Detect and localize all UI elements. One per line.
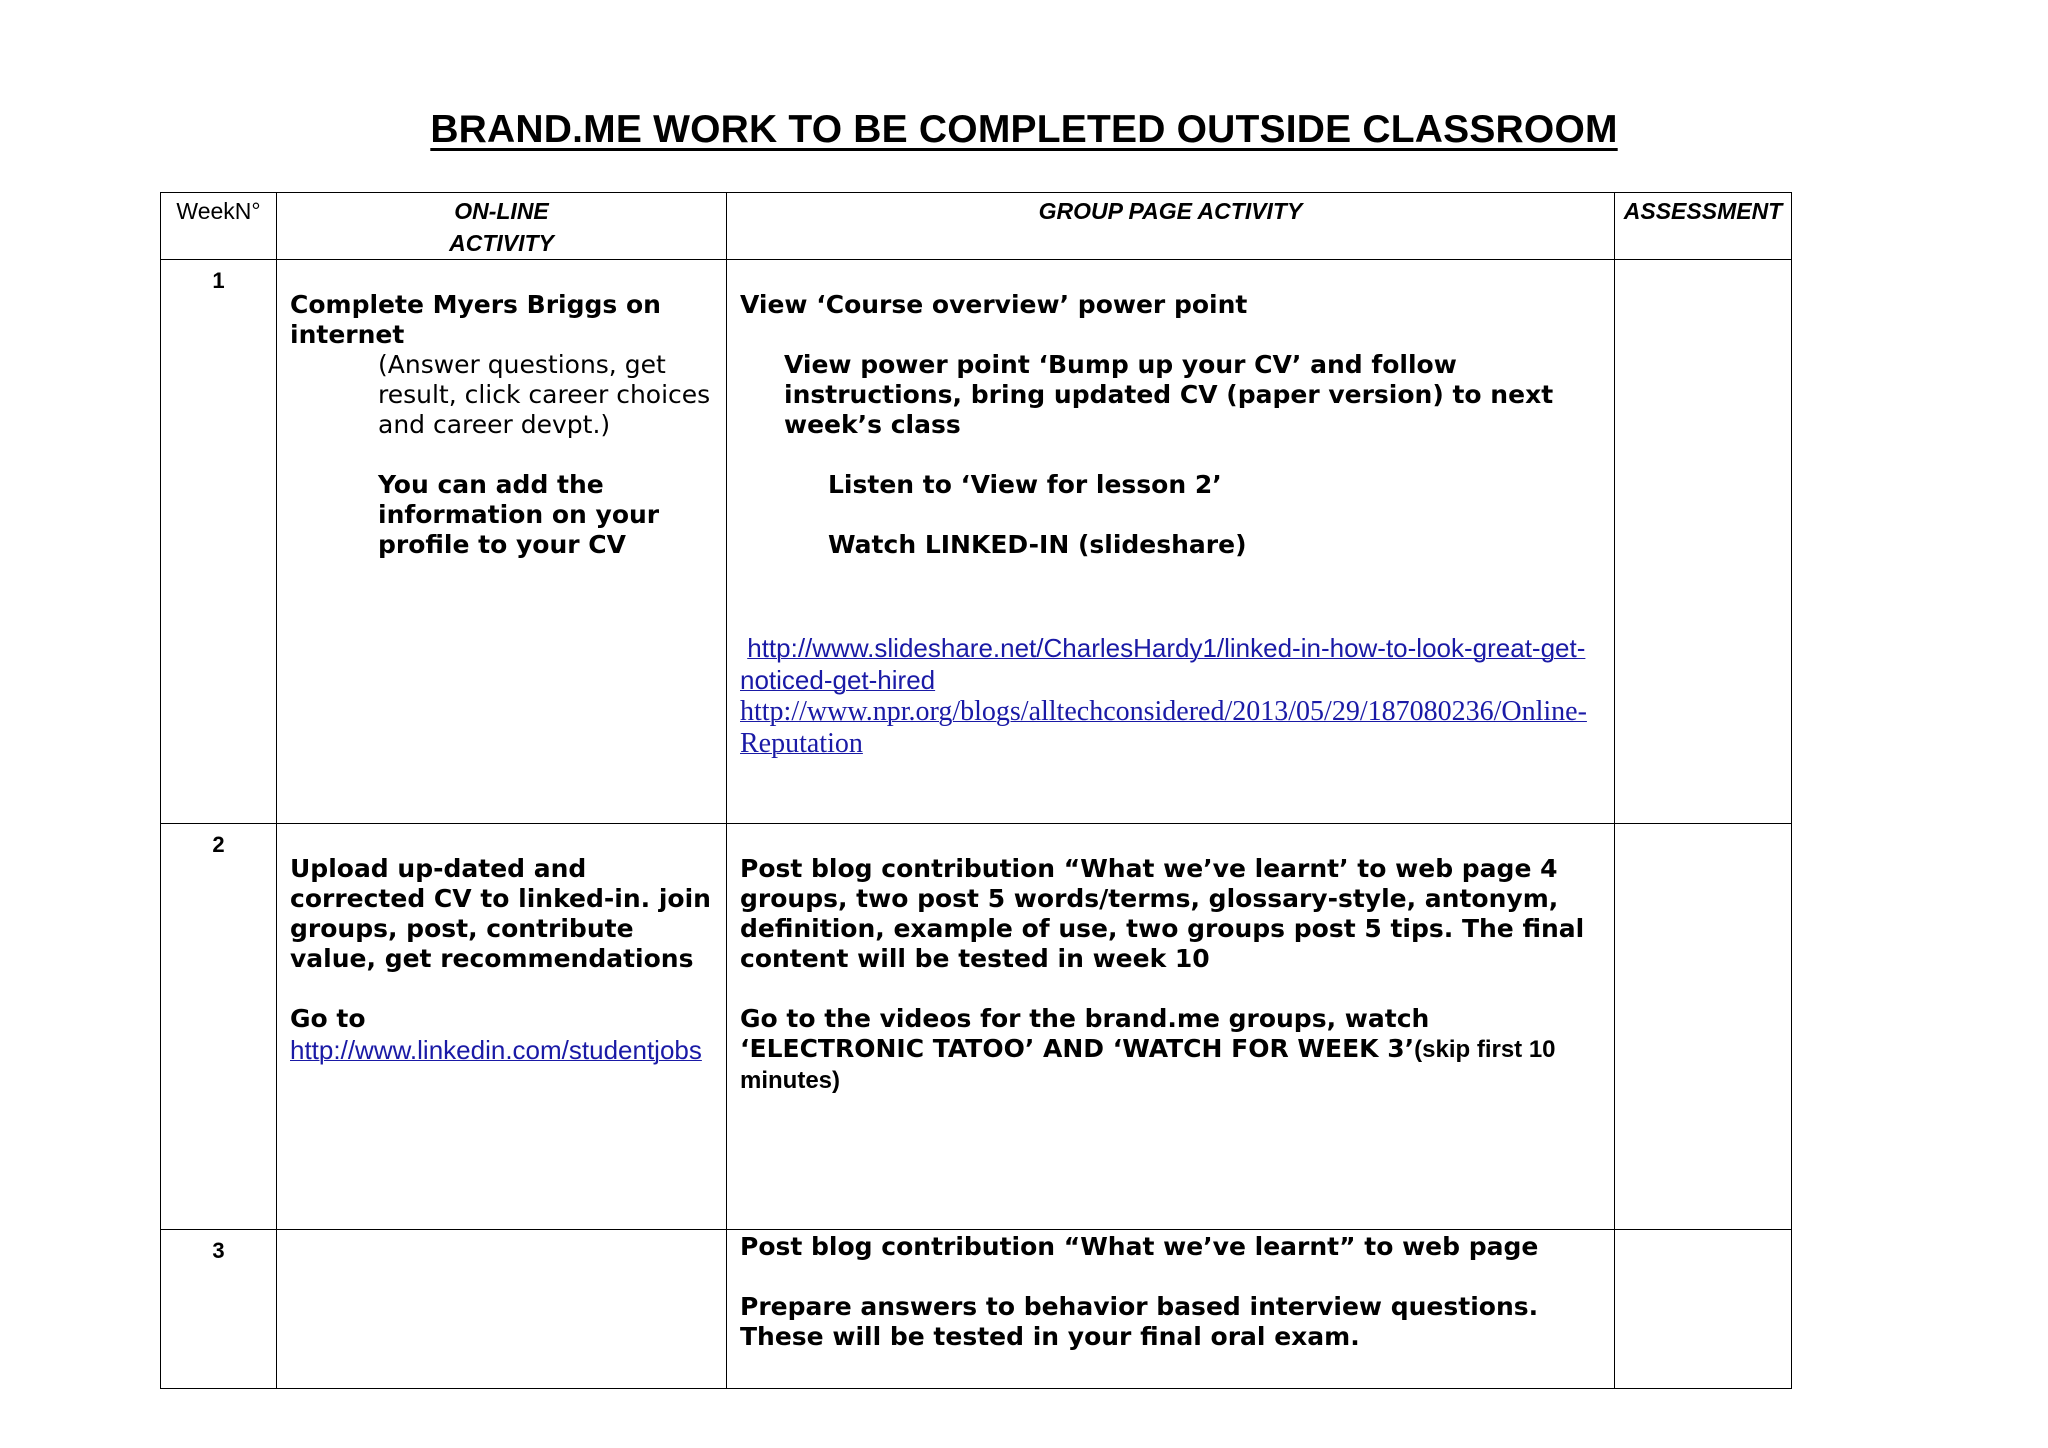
header-online-activity <box>277 193 727 260</box>
online-activity-cell <box>277 260 727 824</box>
header-online-line2: ACTIVITY <box>449 230 554 256</box>
header-week: WeekN° <box>161 193 277 260</box>
group-para-2-main: Go to the videos for the brand.me groups, watch ‘ELECTRONIC TATOO’ AND ‘WATCH FOR WEEK 3’ <box>740 1004 1430 1063</box>
online-bold-note: You can add the information on your profile to your CV <box>378 470 660 559</box>
table-row <box>161 260 1792 824</box>
group-activity-cell <box>727 260 1615 824</box>
group-line-3: Listen to ‘View for lesson 2’ <box>828 470 1222 499</box>
group-line-4: Watch LINKED-IN (slideshare) <box>828 530 1247 559</box>
header-online-line1: ON-LINE <box>454 198 549 224</box>
group-activity-cell <box>727 1230 1615 1389</box>
assessment-cell <box>1615 824 1792 1230</box>
week-number: 1 <box>212 268 225 293</box>
header-assessment: ASSESSMENT <box>1615 193 1792 260</box>
week-number: 2 <box>212 832 225 857</box>
table-header-row <box>161 193 1792 260</box>
activity-table <box>160 192 1792 1389</box>
group-line-2: Prepare answers to behavior based interview questions. These will be tested in your final oral exam. <box>740 1292 1539 1351</box>
group-line-2: View power point ‘Bump up your CV’ and follow instructions, bring updated CV (paper version) to next week’s class <box>784 350 1554 439</box>
group-para-2 <box>740 1004 1604 1096</box>
online-heading: Complete Myers Briggs on internet <box>290 290 661 349</box>
assessment-cell <box>1615 1230 1792 1389</box>
npr-link[interactable]: http://www.npr.org/blogs/alltechconsidered/2013/05/29/187080236/Online-Reputation <box>740 696 1587 759</box>
week-cell <box>161 1230 277 1389</box>
group-line-1: View ‘Course overview’ power point <box>740 290 1248 319</box>
linkedin-link[interactable]: http://www.linkedin.com/studentjobs <box>290 1035 702 1065</box>
group-line-1: Post blog contribution “What we’ve learnt” to web page <box>740 1232 1539 1261</box>
online-activity-cell <box>277 824 727 1230</box>
online-text <box>277 1230 726 1260</box>
group-para-2-small: (skip first 10 minutes) <box>740 1036 1556 1094</box>
online-text: Upload up-dated and corrected CV to linked-in. join groups, post, contribute value, get recommendations <box>290 854 711 973</box>
assessment-cell <box>1615 260 1792 824</box>
online-goto: Go to <box>290 1004 366 1033</box>
table-row <box>161 1230 1792 1389</box>
slideshare-link[interactable]: http://www.slideshare.net/CharlesHardy1/linked-in-how-to-look-great-get-noticed-get-hired <box>740 633 1586 695</box>
online-note: (Answer questions, get result, click career choices and career devpt.) <box>378 350 711 439</box>
week-cell <box>161 260 277 824</box>
header-group-activity: GROUP PAGE ACTIVITY <box>727 193 1615 260</box>
table-row <box>161 824 1792 1230</box>
online-activity-cell <box>277 1230 727 1389</box>
group-para-1: Post blog contribution “What we’ve learnt’ to web page 4 groups, two post 5 words/terms, glossary-style, antonym, definition, example of use, two groups post 5 tips. The final content will be tested in week 10 <box>740 854 1585 973</box>
week-number: 3 <box>212 1238 225 1263</box>
week-cell <box>161 824 277 1230</box>
group-activity-cell <box>727 824 1615 1230</box>
page-title: BRAND.ME WORK TO BE COMPLETED OUTSIDE CLASSROOM <box>430 108 1618 151</box>
